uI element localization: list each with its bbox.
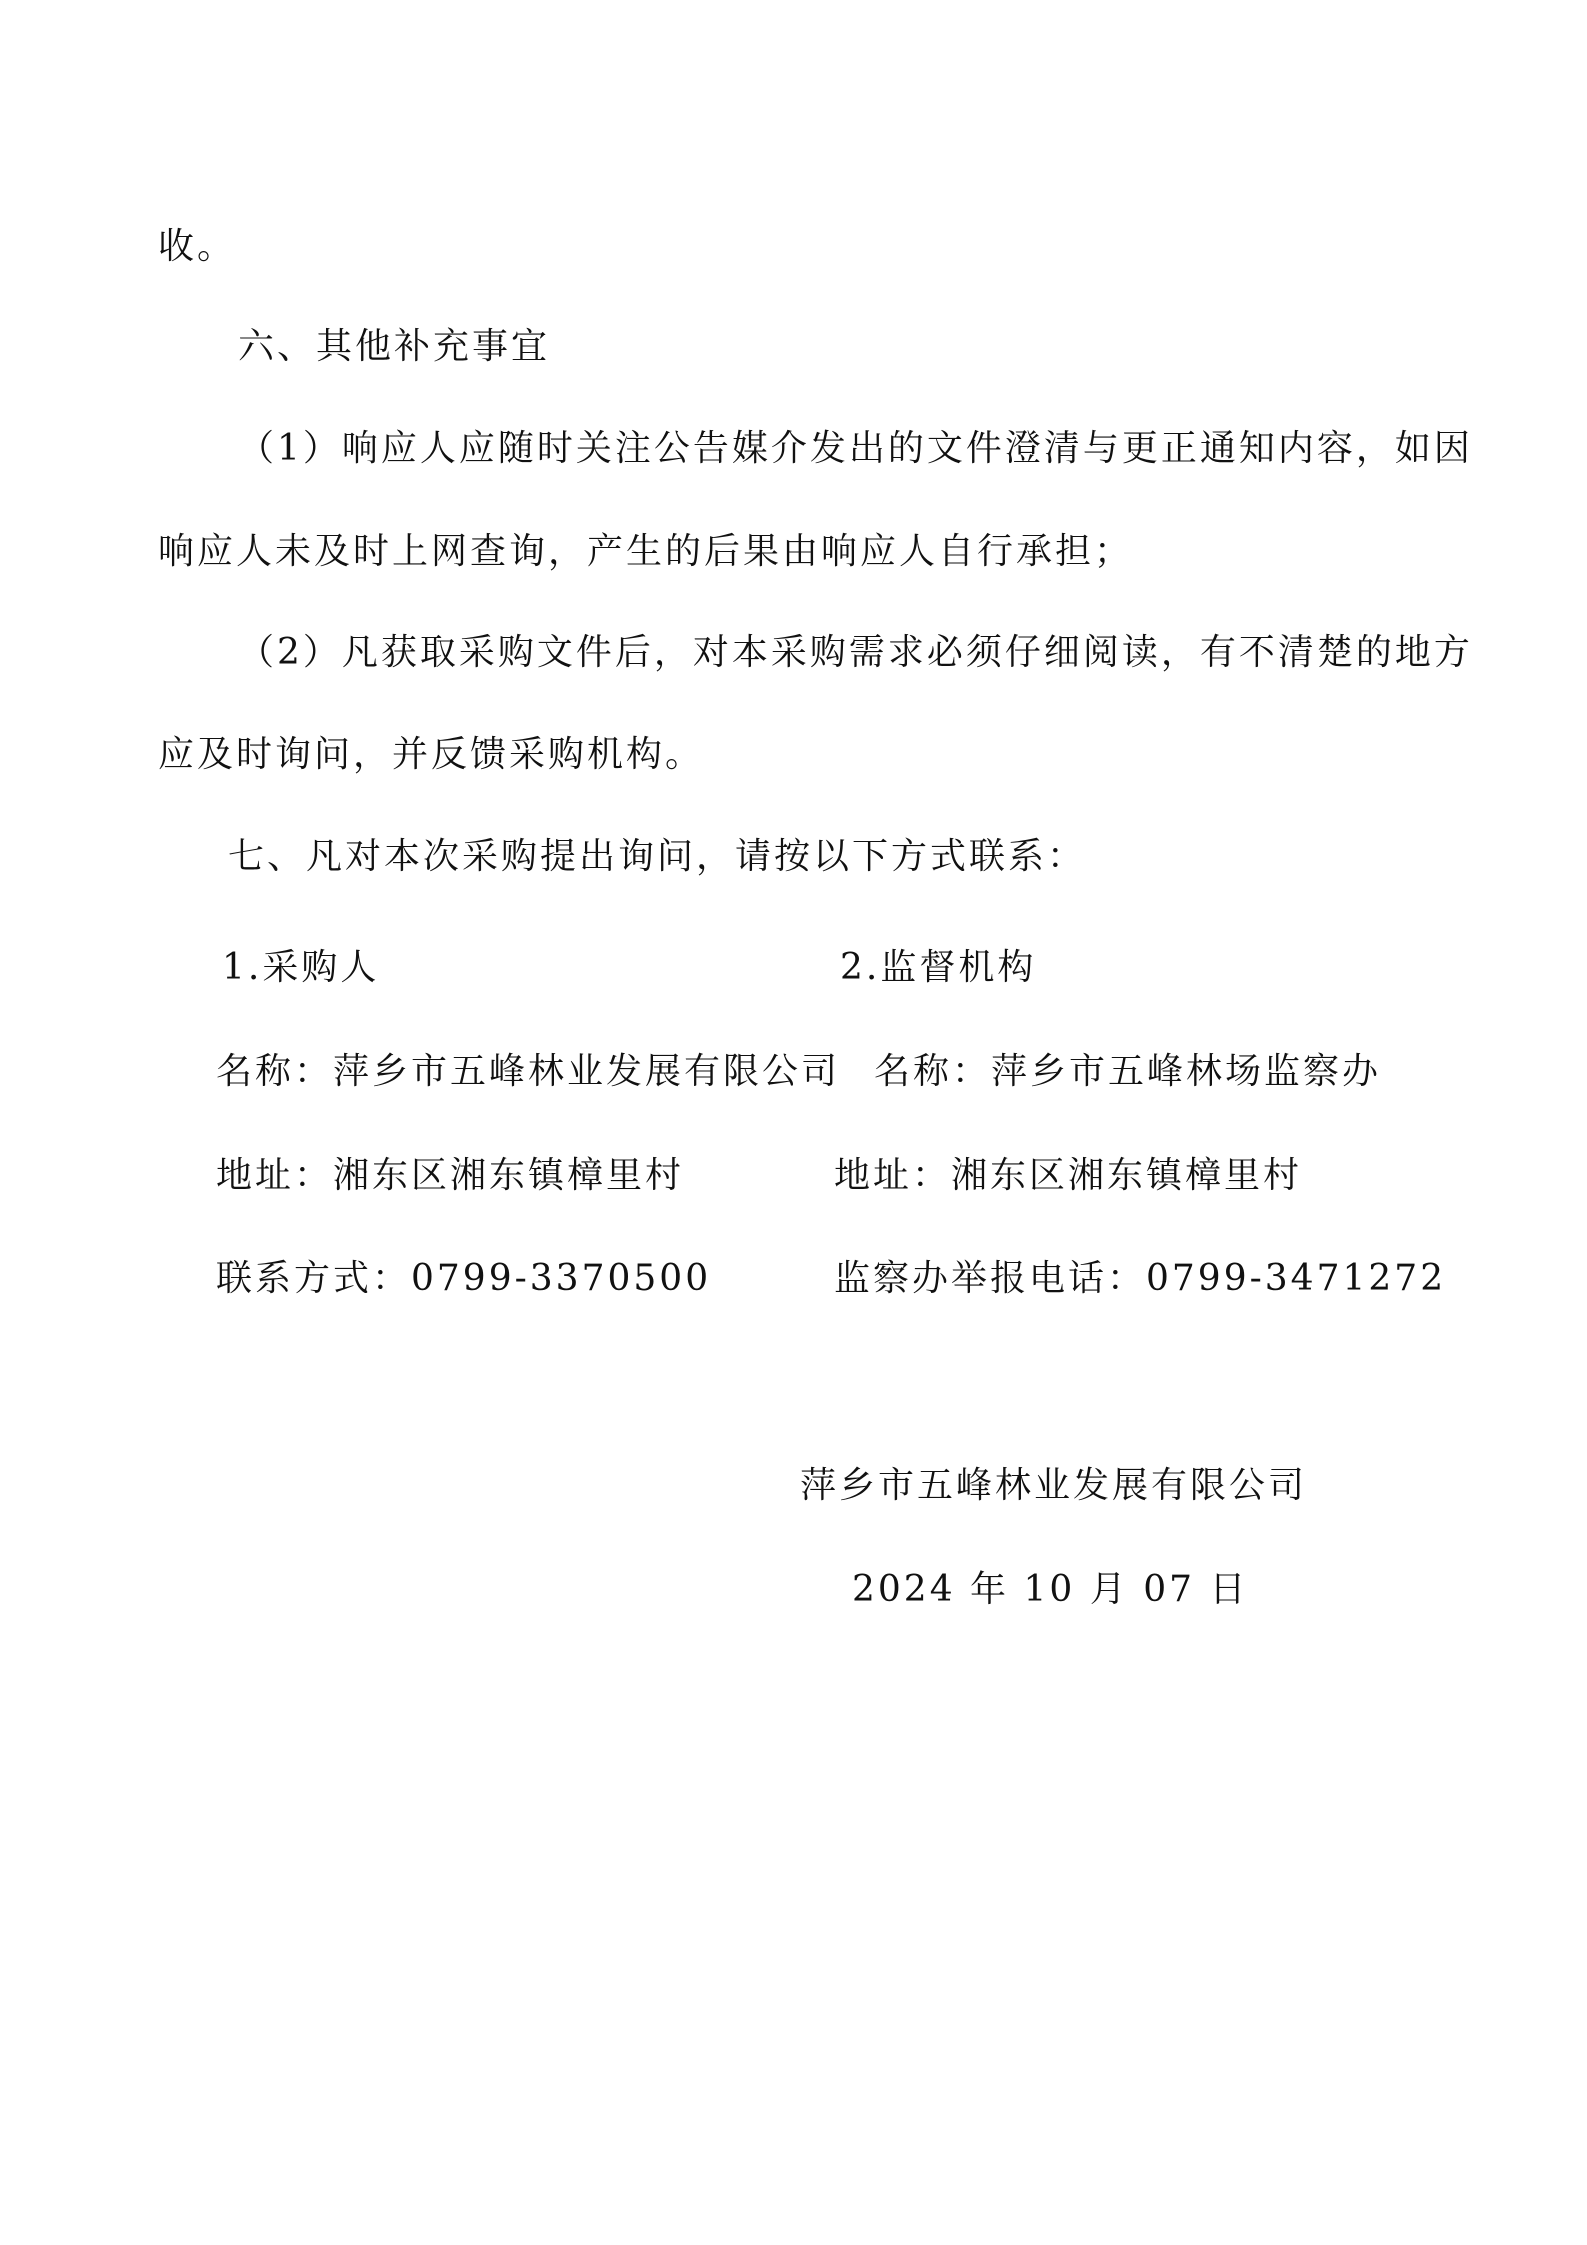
section-6-item-1-line-2: 响应人未及时上网查询，产生的后果由响应人自行承担； xyxy=(158,531,1134,572)
section-6-item-1-line-1: （1）响应人应随时关注公告媒介发出的文件澄清与更正通知内容，如因 xyxy=(238,428,1473,469)
supervisor-name: 名称：萍乡市五峰林场监察办 xyxy=(874,1051,1382,1092)
section-7-heading: 七、凡对本次采购提出询问，请按以下方式联系： xyxy=(228,836,1087,877)
section-6-item-2-line-2: 应及时询问，并反馈采购机构。 xyxy=(158,734,705,775)
signature-date: 2024 年 10 月 07 日 xyxy=(852,1569,1249,1610)
purchaser-address: 地址：湘东区湘东镇樟里村 xyxy=(216,1155,685,1196)
section-6-heading: 六、其他补充事宜 xyxy=(238,326,551,367)
purchaser-name: 名称：萍乡市五峰林业发展有限公司 xyxy=(216,1051,841,1092)
signature-organization: 萍乡市五峰林业发展有限公司 xyxy=(800,1465,1308,1506)
purchaser-phone: 联系方式：0799-3370500 xyxy=(216,1258,712,1299)
supervisor-address: 地址：湘东区湘东镇樟里村 xyxy=(834,1155,1303,1196)
section-6-item-2-line-1: （2）凡获取采购文件后，对本采购需求必须仔细阅读，有不清楚的地方 xyxy=(238,632,1473,673)
supervisor-phone: 监察办举报电话：0799-3471272 xyxy=(834,1258,1447,1299)
previous-section-tail: 收。 xyxy=(158,226,237,267)
purchaser-title: 1.采购人 xyxy=(222,947,380,988)
supervisor-title: 2.监督机构 xyxy=(840,947,1037,988)
